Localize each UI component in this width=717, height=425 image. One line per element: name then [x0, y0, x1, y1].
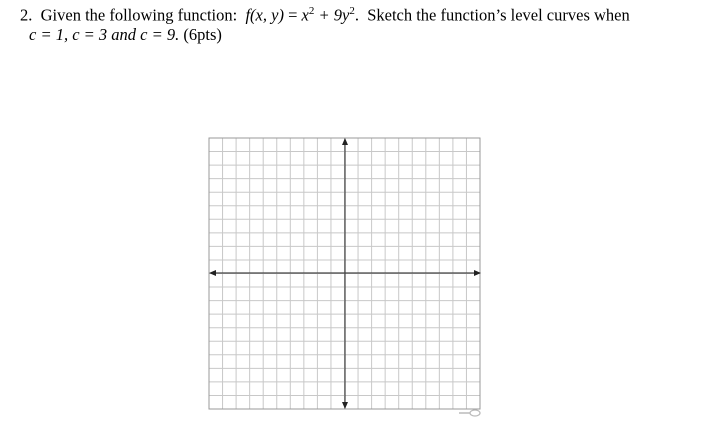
y-axis-up-arrow — [342, 138, 348, 145]
points-label: (6pts) — [183, 24, 222, 44]
function-lhs: f(x, y) — [245, 5, 284, 25]
function-term-y: + 9y — [318, 5, 350, 25]
function-period: . — [354, 5, 359, 25]
and-word: and — [111, 24, 137, 44]
question-number: 2. — [20, 5, 33, 25]
exponent-y: 2 — [349, 5, 355, 17]
function-term-x: x — [301, 5, 309, 25]
exponent-x: 2 — [308, 5, 315, 17]
x-axis-left-arrow — [209, 270, 216, 276]
y-axis-down-arrow — [342, 402, 348, 409]
c-last: c = 9. — [140, 24, 180, 44]
question-instruction: Sketch the function’s level curves when — [367, 5, 630, 25]
equals-sign: = — [288, 5, 298, 25]
watermark-logo-icon — [470, 410, 480, 416]
question-intro: Given the following function: — [40, 5, 238, 25]
c-values: c = 1, c = 3 — [29, 24, 108, 44]
